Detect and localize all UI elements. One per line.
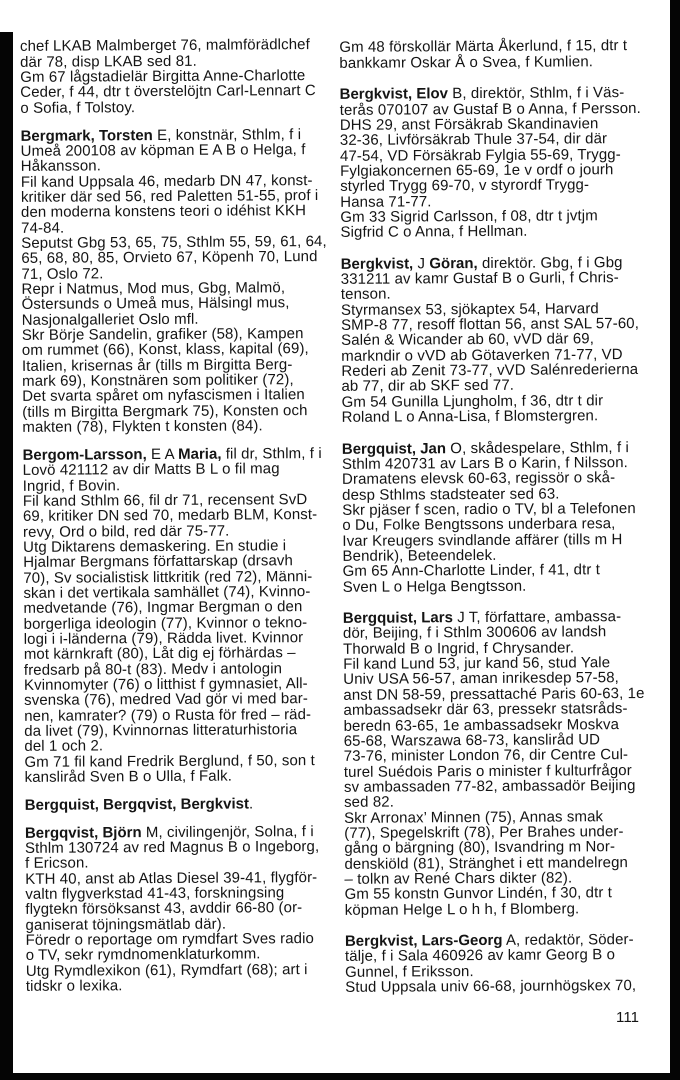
text-line: desp Sthlms stadsteater sed 63. [342, 485, 560, 504]
text-line: Gm 55 konstn Gunvor Lindén, f 30, dtr t [344, 884, 613, 904]
text-line: borgerliga ideologin (77), Kvinnor o tekno- [23, 613, 308, 633]
text-line: gång o bärgning (80), Isvandring m Nor- [344, 838, 616, 858]
text-line: 331211 av kamr Gustaf B o Gurli, f Chris- [340, 269, 619, 288]
text-line: – tolkn av René Chars dikter (82). [344, 869, 573, 888]
text-line: da livet (79), Kvinnornas litteraturhistoria [24, 721, 298, 740]
entry-name: Bergquist, Jan [341, 439, 447, 458]
biography-entry [23, 446, 331, 785]
text-line: (77), Spegelskrift (78), Per Brahes under- [344, 823, 624, 842]
text-line: medvetande (76), Ingmar Bergman o den [23, 598, 303, 618]
text-line: turel Suédois Paris o minister f kulturfrågor [343, 761, 632, 781]
text-line: Östersunds o Umeå mus, Hälsingl mus, [21, 294, 290, 314]
text-line: 65-68, Warszawa 68-73, kansliråd UD [343, 731, 601, 750]
text-line: Gm 33 Sigrid Carlsson, f 08, dtr t jvtjm [340, 207, 598, 226]
text-line: Gm 71 fil kand Fredrik Berglund, f 50, son t [24, 751, 315, 771]
text-line: Gm 65 Ann-Charlotte Linder, f 41, dtr t [342, 561, 601, 581]
text-line: styrled Trygg 69-70, v styrordf Trygg- [340, 176, 590, 196]
biography-entry [340, 85, 642, 240]
column-left [20, 37, 332, 994]
text-line: 69, kritiker DN sed 70, medarb BLM, Konst- [22, 506, 318, 526]
text-line: Stud Uppsala univ 66-68, journhögskex 70, [345, 977, 637, 996]
text-line: Håkansson. [20, 157, 102, 176]
biography-entry [20, 37, 326, 116]
text-line: Skr pjäser f scen, radio o TV, bl a Telefonen [342, 499, 636, 519]
text-line: KTH 40, anst ab Atlas Diesel 39-41, flygför- [25, 868, 318, 888]
text-line: svenska (76), medred Vad gör vi med bar- [24, 690, 308, 710]
text-line: ganiserat töjningsmätlab där). [25, 915, 227, 934]
text-line: flygtekn försöksanst 43, avddir 66-80 (or- [25, 899, 303, 919]
text-line: Univ USA 56-57, aman inrikesdep 57-58, [343, 669, 619, 689]
text-line: nen, kamrater? (79) o Rusta för fred – räd- [24, 705, 312, 725]
text-line: Ceder, f 44, dtr t överstelöjtn Carl-Lennart C [20, 82, 316, 102]
text-segment: A, redaktör, Söder- [502, 931, 634, 949]
text-line: Roland L o Anna-Lisa, f Blomstergren. [341, 407, 599, 427]
text-line: Det svarta spåret om nyfascismen i Italien [22, 386, 305, 406]
text-line: Hjalmar Bergmans författarskap (drsavh [23, 552, 294, 572]
text-line: sed 82. [343, 793, 395, 812]
text-line: Sthlm 420731 av Lars B o Karin, f Nilsson. [341, 453, 628, 473]
text-line: valtn flygverkstad 41-43, forskningsing [25, 884, 285, 903]
text-line: ab 77, dir ab SKF sed 77. [341, 377, 515, 396]
text-line: anst DN 58-59, pressattaché Paris 60-63, 1e [343, 684, 645, 704]
biography-entry [25, 796, 331, 813]
text-line: Umeå 200108 av köpman E A B o Helga, f [20, 140, 306, 160]
text-line: Ingrid, f Bovin. [22, 476, 121, 495]
text-line: Bendrik), Beteendelek. [342, 546, 497, 565]
text-line: Kvinnomyter (76) o litthist f gymnasiet, All- [23, 675, 308, 694]
text-line: o TV, sekr rymdnomenklaturkomm. [25, 945, 261, 965]
page-number: 111 [616, 1009, 640, 1026]
text-line: mark 69), Konstnären som politiker (72), [22, 371, 294, 390]
text-line: Fil kand Sthlm 66, fil dr 71, recensent SvD [22, 490, 308, 510]
entry-name: Bergquist, Lars [342, 609, 453, 627]
text-line: f Ericson. [25, 854, 89, 873]
text-segment: J T, författare, ambassa- [452, 608, 622, 627]
text-line: fredsarb på 80-t (83). Medv i antologin [23, 659, 283, 679]
column-right [339, 38, 646, 995]
text-line: tenson. [340, 285, 391, 304]
text-line: Sthlm 130724 av red Magnus B o Ingeborg, [24, 837, 320, 857]
text-line: Lovö 421112 av dir Matts B L o fil mag [22, 460, 280, 480]
biography-entry [343, 609, 646, 918]
text-segment: direktör. Gbg, f i Gbg [477, 253, 623, 272]
text-line: Fil kand Uppsala 46, medarb DN 47, konst- [20, 171, 313, 191]
text-line: 74-84. [21, 219, 65, 237]
text-line [25, 796, 331, 813]
text-line: 47-54, VD Försäkrab Fylgia 55-69, Trygg- [339, 145, 621, 165]
text-line: Rederi ab Zenit 73-77, vVD Salénrederierna [341, 361, 639, 380]
entry-name: Bergqvist, Björn [24, 823, 142, 842]
entry-name: Bergom-Larsson, [22, 445, 147, 464]
text-line: kritiker där sed 56, red Paletten 51-55, prof i [20, 186, 319, 206]
biography-entry [25, 824, 332, 995]
text-line: Nasjonalgalleriet Oslo mfl. [21, 310, 199, 329]
biography-entry [342, 440, 644, 595]
text-line: mot kärnkraft (80), Låt dig ej förhärdas – [23, 644, 296, 664]
text-line: Gm 67 lågstadielär Birgitta Anne-Charlotte [20, 67, 306, 86]
text-line: revy, Ord o bild, red där 75-77. [22, 522, 230, 541]
text-line: Thorwald B o Ingrid, f Chrysander. [343, 639, 575, 658]
text-line: o Sofia, f Tolstoy. [20, 98, 136, 117]
text-line: Ivar Kreugers svindlande affärer (tills m H [342, 530, 623, 550]
text-line: Gm 48 förskollär Märta Åkerlund, f 15, dtr t [339, 37, 628, 57]
text-line: köpman Helge L o h h, f Blomberg. [344, 900, 580, 919]
text-line: (tills m Birgitta Bergmark 75), Konsten och [22, 401, 308, 421]
entry-name: Bergquist, Bergqvist, Bergkvist [24, 795, 250, 814]
text-line: beredn 63-65, 1e ambassadsekr Moskva [343, 715, 620, 735]
text-line: sv ambassaden 77-82, ambassadör Beijing [343, 776, 636, 796]
text-line: makten (78), Flykten t konsten (84). [22, 417, 263, 436]
text-segment: . [248, 795, 254, 813]
text-line: Föredr o reportage om rymdfart Sves radio [25, 930, 315, 949]
text-line: del 1 och 2. [24, 737, 104, 756]
entry-name: Bergkvist, Elov [339, 85, 449, 104]
text-line: Fil kand Lund 53, jur kand 56, stud Yale [343, 654, 611, 673]
text-line: 70), Sv socialistisk littkritik (red 72), Männi- [23, 567, 313, 587]
text-line: markndir o vVD ab Götaverken 71-77, VD [341, 345, 623, 365]
text-line: där 78, disp LKAB sed 81. [20, 52, 197, 71]
text-segment: fil dr, Sthlm, f i [221, 444, 322, 463]
text-segment: E A [146, 445, 179, 463]
biography-entry [341, 255, 643, 426]
text-line: terås 070107 av Gustaf B o Anna, f Persson. [339, 99, 641, 119]
entry-name: Bergkvist, [340, 255, 414, 273]
text-line: kansliråd Sven B o Ulla, f Falk. [24, 767, 233, 786]
text-line: Utg Diktarens demaskering. En studie i [23, 537, 287, 556]
text-line: tidskr o lexika. [25, 977, 123, 995]
text-line: 32-36, Livförsäkrab Thule 37-54, dir där [339, 130, 608, 150]
text-line: Seputst Gbg 53, 65, 75, Sthlm 55, 59, 61, 64, [21, 232, 327, 252]
text-line: skan i det vertikala samhället (74), Kvinno- [23, 583, 311, 602]
text-line: om rummet (66), Konst, klass, kapital (69), [21, 340, 309, 360]
text-line: 73-76, minister London 76, dir Centre Cul- [343, 746, 629, 766]
text-segment: O, skådespelare, Sthlm, f i [445, 438, 629, 457]
text-segment: E, konstnär, Sthlm, f i [152, 125, 302, 144]
text-line: Fylgiakoncernen 65-69, 1e v ordf o jourh [340, 161, 614, 180]
text-line: SMP-8 77, resoff flottan 56, anst SAL 57-60, [340, 315, 640, 334]
text-line: Utg Rymdlexikon (61), Rymdfart (68); art i [25, 960, 308, 980]
text-segment: B, direktör, Sthlm, f i Väs- [447, 84, 625, 103]
text-line: Hansa 71-77. [340, 192, 432, 211]
entry-name: Göran, [429, 254, 478, 273]
text-line: Sven L o Helga Bengtsson. [342, 577, 527, 596]
text-segment: M, civilingenjör, Solna, f i [141, 822, 314, 841]
text-line: Styrmansex 53, sjökaptex 54, Harvard [340, 299, 599, 319]
entry-name: Maria, [178, 445, 222, 463]
text-line: Repr i Natmus, Mod mus, Gbg, Malmö, [21, 279, 286, 298]
text-line: ambassadsekr där 63, pressekr statsråds- [343, 700, 628, 720]
text-line: Dramatens elevsk 60-63, regissör o skå- [341, 469, 616, 489]
text-line: Sigfrid C o Anna, f Hellman. [340, 222, 528, 242]
biography-entry [20, 127, 327, 436]
text-line: Italien, krisernas år (tills m Birgitta Berg- [21, 355, 293, 375]
text-line: dör, Beijing, f i Sthlm 300606 av landsh [342, 623, 607, 643]
biography-entry [345, 932, 647, 995]
text-line: Skr Börje Sandelin, grafiker (58), Kampen [21, 325, 304, 344]
text-line: o Du, Folke Bengtssons underbara resa, [342, 515, 616, 535]
entry-name: Bergkvist, Lars-Georg [344, 931, 503, 950]
text-line: Gm 54 Gunilla Ljungholm, f 36, dtr t dir [341, 392, 604, 411]
entry-name: Bergmark, Torsten [20, 126, 153, 145]
text-line: Gunnel, f Eriksson. [345, 962, 474, 981]
text-line: Skr Arronax’ Minnen (75), Annas smak [344, 807, 604, 827]
text-line: den moderna konstens teori o idéhist KKH [20, 202, 307, 222]
text-line: bankkamr Oskar Å o Svea, f Kumlien. [339, 53, 594, 72]
text-line: 71, Oslo 72. [21, 264, 104, 283]
text-segment: J [413, 255, 430, 273]
text-line: logi i i-länderna (79), Rädda livet. Kvinnor [23, 629, 304, 648]
text-line: tälje, f i Sala 460926 av kamr Georg B o [344, 946, 616, 966]
text-line: Salén & Wicander ab 60, vVD där 69, [341, 330, 595, 350]
text-line: DHS 29, anst Försäkrab Skandinavien [339, 115, 599, 134]
text-line: 65, 68, 80, 85, Orvieto 67, Köpenh 70, Lund [21, 248, 318, 268]
text-line: chef LKAB Malmberget 76, malmförädlchef [19, 36, 310, 56]
biography-entry [339, 38, 640, 71]
text-line: denskiöld (81), Stränghet i ett mandelregn [344, 853, 629, 873]
